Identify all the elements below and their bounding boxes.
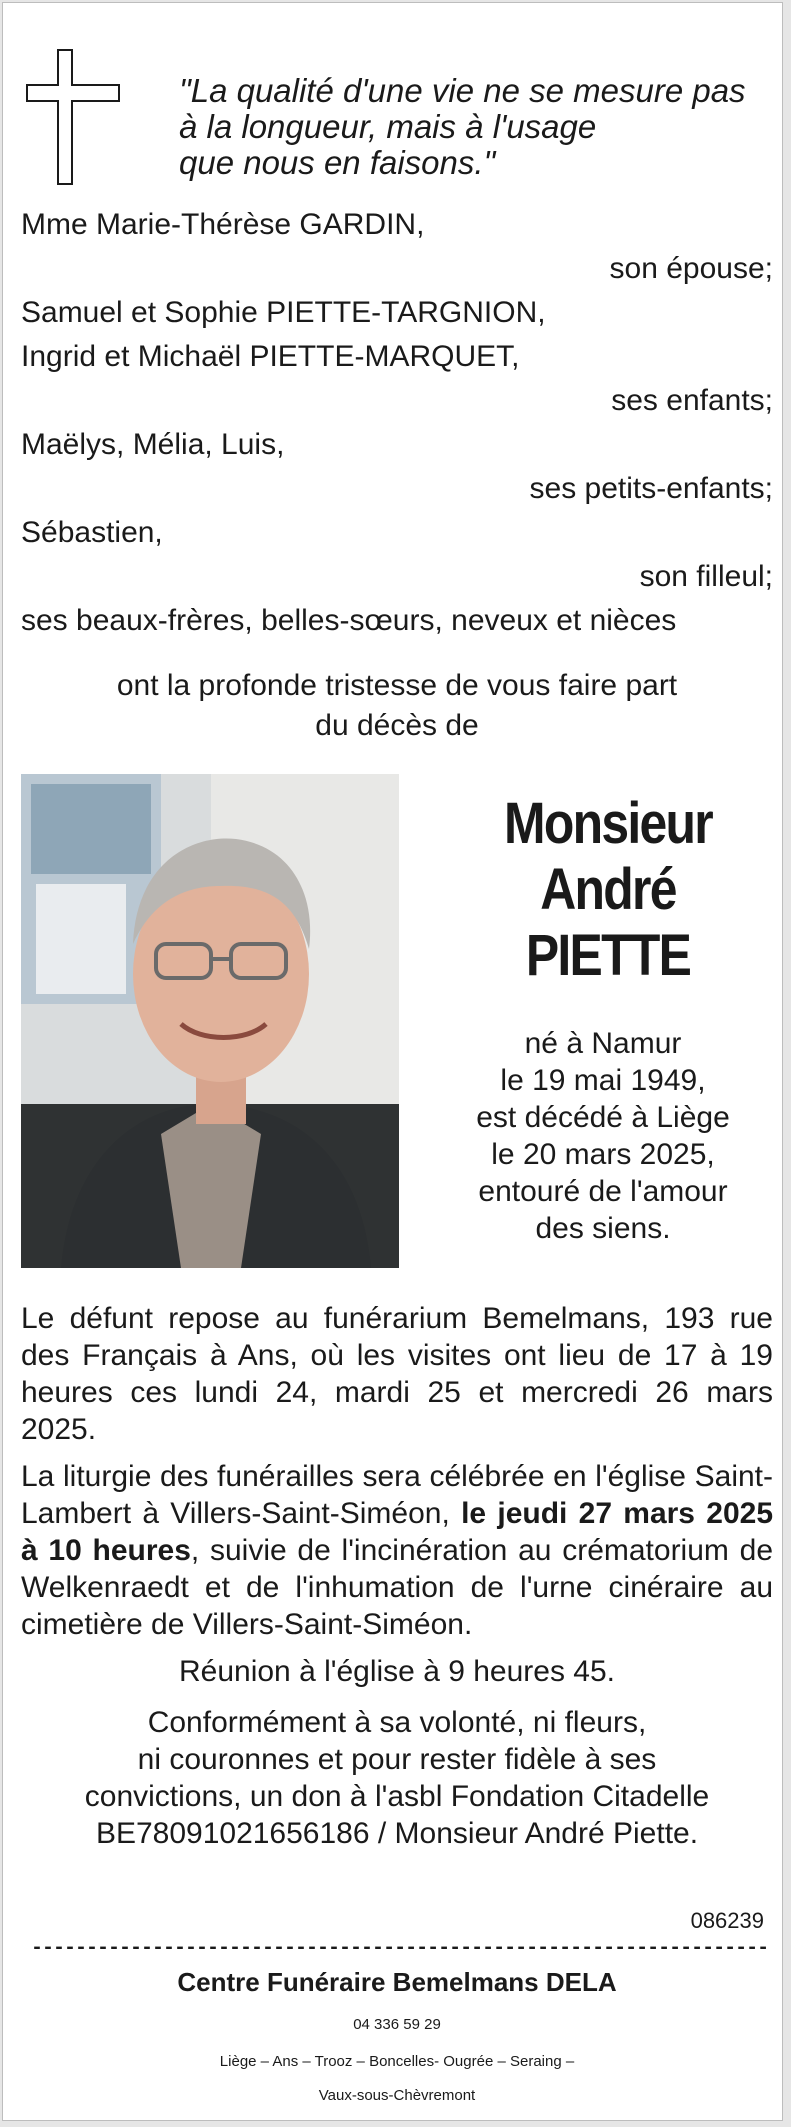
bio-line: entouré de l'amour [478, 1175, 728, 1208]
wishes-line: convictions, un don à l'asbl Fondation Citadelle [84, 1780, 710, 1813]
separator: ------------------------------------------------------------------- [31, 1937, 769, 1960]
reference-number: 086239 [690, 1908, 764, 1933]
family-list [21, 203, 773, 643]
announcement-line: du décès de [315, 709, 479, 742]
portrait-photo [21, 774, 399, 1268]
portrait-illustration [21, 774, 399, 1268]
bio-line: le 20 mars 2025, [491, 1138, 715, 1171]
family-relation: son filleul; [639, 560, 773, 593]
announcement-line: ont la profonde tristesse de vous faire part [116, 669, 678, 702]
locations-line: Vaux-sous-Chèvremont [318, 2087, 476, 2104]
announcement [21, 666, 773, 746]
visitation-paragraph: Le défunt repose au funérarium Bemelmans, 193 rue des Français à Ans, où les visites ont lieu de 17 à 19 heures ces lundi 24, mardi 25 et mercredi 26 mars 2025. [21, 1302, 773, 1446]
wishes-line: ni couronnes et pour rester fidèle à ses [137, 1743, 657, 1776]
family-line: Mme Marie-Thérèse GARDIN, [21, 208, 425, 241]
family-relation: son épouse; [609, 252, 773, 285]
deceased-bio [433, 1025, 773, 1247]
family-relation: ses enfants; [611, 384, 773, 417]
liturgy-text-end: , suivie de l'incinération au crématorium de Welkenraedt et de l'inhumation de l'urne cinéraire au cimetière de Villers-Saint-Siméon. [21, 1534, 774, 1641]
locations-line: Liège – Ans – Trooz – Boncelles- Ougrée – Seraing – [219, 2053, 575, 2070]
liturgy-date: le jeudi 27 mars 2025 à 10 heures [21, 1497, 773, 1567]
wishes-line: BE78091021656186 / Monsieur André Piette. [95, 1817, 699, 1850]
family-relation: ses petits-enfants; [529, 472, 773, 505]
deceased-last-name: PIETTE [525, 923, 691, 988]
deceased-first-name: André [540, 857, 676, 922]
quote-line: à la longueur, mais à l'usage [179, 108, 597, 145]
funeral-home-phone: 04 336 59 29 [353, 2016, 441, 2033]
family-line: Sébastien, [21, 516, 163, 549]
deceased-title: Monsieur [504, 791, 712, 856]
quote-line: "La qualité d'une vie ne se mesure pas [179, 72, 746, 109]
funeral-home-locations [21, 2045, 773, 2113]
deceased-name [466, 791, 750, 989]
family-line: Maëlys, Mélia, Luis, [21, 428, 285, 461]
bio-line: né à Namur [524, 1027, 682, 1060]
bio-line: le 19 mai 1949, [500, 1064, 706, 1097]
funeral-home-name: Centre Funéraire Bemelmans DELA [177, 1967, 617, 1997]
liturgy-paragraph [21, 1458, 773, 1643]
wishes [21, 1704, 773, 1852]
family-line: ses beaux-frères, belles-sœurs, neveux et nièces [21, 604, 677, 637]
family-line: Samuel et Sophie PIETTE-TARGNION, [21, 296, 546, 329]
liturgy-text: La liturgie des funérailles sera célébrée en l'église Saint-Lambert à Villers-Saint-Siméon, [21, 1460, 773, 1530]
quote-line: que nous en faisons." [179, 144, 496, 181]
funeral-details [21, 1300, 773, 1852]
quote [179, 73, 779, 181]
obituary-notice [2, 2, 783, 2121]
meeting-line: Réunion à l'église à 9 heures 45. [178, 1655, 616, 1688]
cross-icon [25, 49, 121, 185]
family-line: Ingrid et Michaël PIETTE-MARQUET, [21, 340, 520, 373]
bio-line: est décédé à Liège [476, 1101, 730, 1134]
bio-line: des siens. [535, 1212, 671, 1245]
wishes-line: Conformément à sa volonté, ni fleurs, [147, 1706, 647, 1739]
